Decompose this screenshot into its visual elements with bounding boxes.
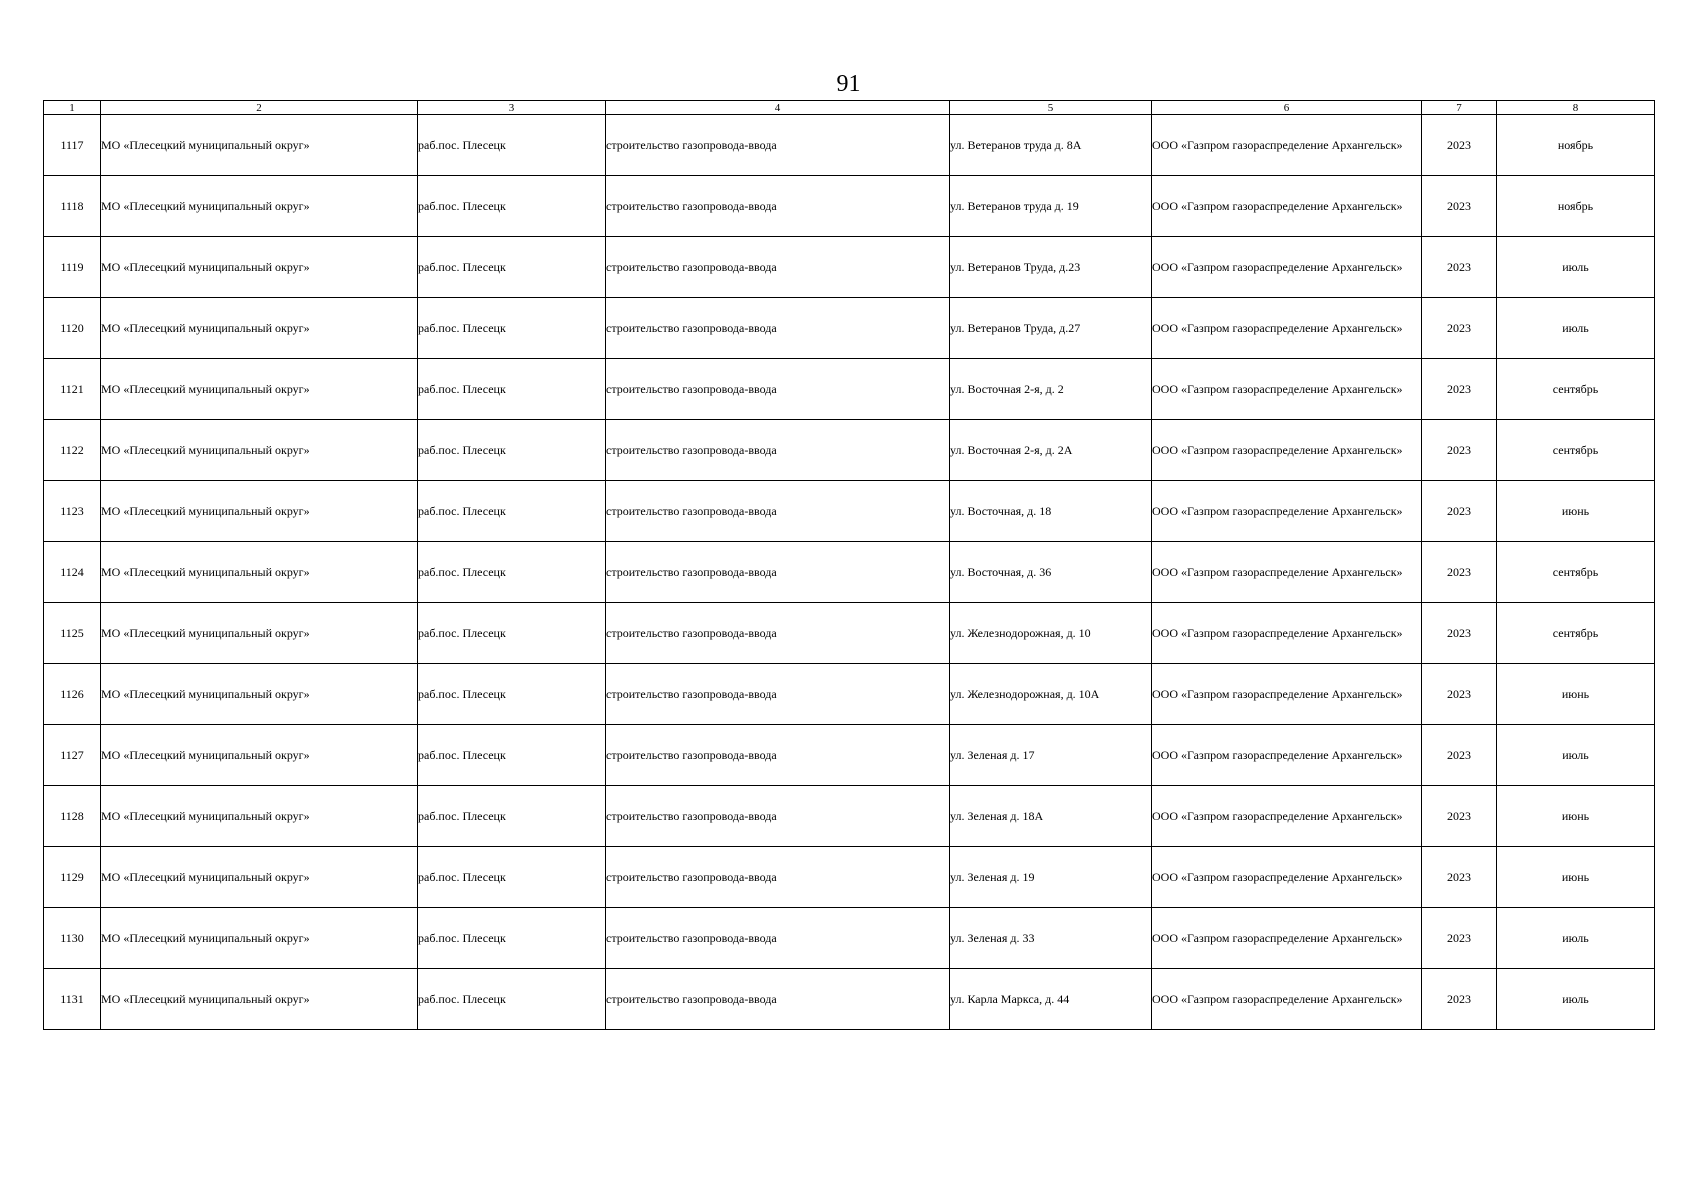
organization-cell: ООО «Газпром газораспределение Архангельск» (1152, 359, 1422, 420)
year-cell: 2023 (1422, 847, 1497, 908)
municipality-cell: МО «Плесецкий муниципальный округ» (101, 969, 418, 1030)
address-cell: ул. Зеленая д. 33 (950, 908, 1152, 969)
work-type-cell: строительство газопровода-ввода (606, 725, 950, 786)
municipality-cell: МО «Плесецкий муниципальный округ» (101, 115, 418, 176)
column-header: 2 (101, 101, 418, 115)
work-type-cell: строительство газопровода-ввода (606, 847, 950, 908)
year-cell: 2023 (1422, 725, 1497, 786)
settlement-cell: раб.пос. Плесецк (418, 969, 606, 1030)
municipality-cell: МО «Плесецкий муниципальный округ» (101, 237, 418, 298)
month-cell: сентябрь (1497, 359, 1655, 420)
settlement-cell: раб.пос. Плесецк (418, 298, 606, 359)
organization-cell: ООО «Газпром газораспределение Архангельск» (1152, 847, 1422, 908)
year-cell: 2023 (1422, 115, 1497, 176)
address-cell: ул. Восточная 2-я, д. 2 (950, 359, 1152, 420)
organization-cell: ООО «Газпром газораспределение Архангельск» (1152, 420, 1422, 481)
column-header: 5 (950, 101, 1152, 115)
work-type-cell: строительство газопровода-ввода (606, 298, 950, 359)
row-number-cell: 1131 (44, 969, 101, 1030)
month-cell: июль (1497, 969, 1655, 1030)
work-type-cell: строительство газопровода-ввода (606, 664, 950, 725)
year-cell: 2023 (1422, 176, 1497, 237)
year-cell: 2023 (1422, 298, 1497, 359)
address-cell: ул. Восточная 2-я, д. 2А (950, 420, 1152, 481)
organization-cell: ООО «Газпром газораспределение Архангельск» (1152, 298, 1422, 359)
row-number-cell: 1126 (44, 664, 101, 725)
row-number-cell: 1122 (44, 420, 101, 481)
year-cell: 2023 (1422, 542, 1497, 603)
column-header: 4 (606, 101, 950, 115)
organization-cell: ООО «Газпром газораспределение Архангельск» (1152, 115, 1422, 176)
municipality-cell: МО «Плесецкий муниципальный округ» (101, 298, 418, 359)
settlement-cell: раб.пос. Плесецк (418, 664, 606, 725)
address-cell: ул. Ветеранов Труда, д.27 (950, 298, 1152, 359)
column-header: 8 (1497, 101, 1655, 115)
organization-cell: ООО «Газпром газораспределение Архангельск» (1152, 969, 1422, 1030)
municipality-cell: МО «Плесецкий муниципальный округ» (101, 176, 418, 237)
column-header: 1 (44, 101, 101, 115)
address-cell: ул. Железнодорожная, д. 10 (950, 603, 1152, 664)
settlement-cell: раб.пос. Плесецк (418, 542, 606, 603)
row-number-cell: 1120 (44, 298, 101, 359)
settlement-cell: раб.пос. Плесецк (418, 176, 606, 237)
month-cell: ноябрь (1497, 115, 1655, 176)
municipality-cell: МО «Плесецкий муниципальный округ» (101, 725, 418, 786)
table-row (44, 176, 1655, 237)
year-cell: 2023 (1422, 420, 1497, 481)
work-type-cell: строительство газопровода-ввода (606, 237, 950, 298)
address-cell: ул. Зеленая д. 17 (950, 725, 1152, 786)
year-cell: 2023 (1422, 908, 1497, 969)
row-number-cell: 1124 (44, 542, 101, 603)
municipality-cell: МО «Плесецкий муниципальный округ» (101, 786, 418, 847)
address-cell: ул. Восточная, д. 18 (950, 481, 1152, 542)
row-number-cell: 1128 (44, 786, 101, 847)
work-type-cell: строительство газопровода-ввода (606, 786, 950, 847)
address-cell: ул. Железнодорожная, д. 10А (950, 664, 1152, 725)
column-header: 7 (1422, 101, 1497, 115)
municipality-cell: МО «Плесецкий муниципальный округ» (101, 359, 418, 420)
address-cell: ул. Ветеранов труда д. 19 (950, 176, 1152, 237)
table-row (44, 969, 1655, 1030)
row-number-cell: 1118 (44, 176, 101, 237)
row-number-cell: 1119 (44, 237, 101, 298)
row-number-cell: 1117 (44, 115, 101, 176)
organization-cell: ООО «Газпром газораспределение Архангельск» (1152, 908, 1422, 969)
month-cell: июнь (1497, 847, 1655, 908)
table-row (44, 237, 1655, 298)
settlement-cell: раб.пос. Плесецк (418, 603, 606, 664)
address-cell: ул. Ветеранов Труда, д.23 (950, 237, 1152, 298)
row-number-cell: 1125 (44, 603, 101, 664)
row-number-cell: 1123 (44, 481, 101, 542)
table-row (44, 542, 1655, 603)
municipality-cell: МО «Плесецкий муниципальный округ» (101, 603, 418, 664)
table-row (44, 664, 1655, 725)
month-cell: ноябрь (1497, 176, 1655, 237)
row-number-cell: 1127 (44, 725, 101, 786)
table-row (44, 481, 1655, 542)
organization-cell: ООО «Газпром газораспределение Архангельск» (1152, 664, 1422, 725)
address-cell: ул. Зеленая д. 19 (950, 847, 1152, 908)
address-cell: ул. Карла Маркса, д. 44 (950, 969, 1152, 1030)
municipality-cell: МО «Плесецкий муниципальный округ» (101, 664, 418, 725)
table-body (44, 115, 1655, 1030)
settlement-cell: раб.пос. Плесецк (418, 420, 606, 481)
settlement-cell: раб.пос. Плесецк (418, 359, 606, 420)
row-number-cell: 1121 (44, 359, 101, 420)
month-cell: июль (1497, 908, 1655, 969)
work-type-cell: строительство газопровода-ввода (606, 969, 950, 1030)
settlement-cell: раб.пос. Плесецк (418, 908, 606, 969)
month-cell: июнь (1497, 786, 1655, 847)
settlement-cell: раб.пос. Плесецк (418, 237, 606, 298)
organization-cell: ООО «Газпром газораспределение Архангельск» (1152, 237, 1422, 298)
table-row (44, 359, 1655, 420)
year-cell: 2023 (1422, 969, 1497, 1030)
municipality-cell: МО «Плесецкий муниципальный округ» (101, 908, 418, 969)
work-type-cell: строительство газопровода-ввода (606, 115, 950, 176)
year-cell: 2023 (1422, 664, 1497, 725)
table-row (44, 420, 1655, 481)
work-type-cell: строительство газопровода-ввода (606, 359, 950, 420)
month-cell: июнь (1497, 481, 1655, 542)
organization-cell: ООО «Газпром газораспределение Архангельск» (1152, 176, 1422, 237)
municipality-cell: МО «Плесецкий муниципальный округ» (101, 481, 418, 542)
settlement-cell: раб.пос. Плесецк (418, 115, 606, 176)
municipality-cell: МО «Плесецкий муниципальный округ» (101, 542, 418, 603)
table-row (44, 908, 1655, 969)
year-cell: 2023 (1422, 237, 1497, 298)
column-header: 3 (418, 101, 606, 115)
month-cell: июль (1497, 298, 1655, 359)
year-cell: 2023 (1422, 481, 1497, 542)
page-number: 91 (836, 71, 861, 97)
organization-cell: ООО «Газпром газораспределение Архангельск» (1152, 542, 1422, 603)
work-type-cell: строительство газопровода-ввода (606, 542, 950, 603)
month-cell: июнь (1497, 664, 1655, 725)
month-cell: сентябрь (1497, 420, 1655, 481)
work-type-cell: строительство газопровода-ввода (606, 481, 950, 542)
address-cell: ул. Зеленая д. 18А (950, 786, 1152, 847)
month-cell: июль (1497, 237, 1655, 298)
table-row (44, 786, 1655, 847)
row-number-cell: 1130 (44, 908, 101, 969)
work-type-cell: строительство газопровода-ввода (606, 603, 950, 664)
organization-cell: ООО «Газпром газораспределение Архангельск» (1152, 725, 1422, 786)
address-cell: ул. Ветеранов труда д. 8А (950, 115, 1152, 176)
address-cell: ул. Восточная, д. 36 (950, 542, 1152, 603)
column-header: 6 (1152, 101, 1422, 115)
table-row (44, 115, 1655, 176)
year-cell: 2023 (1422, 603, 1497, 664)
work-type-cell: строительство газопровода-ввода (606, 908, 950, 969)
organization-cell: ООО «Газпром газораспределение Архангельск» (1152, 603, 1422, 664)
settlement-cell: раб.пос. Плесецк (418, 725, 606, 786)
table-row (44, 725, 1655, 786)
municipality-cell: МО «Плесецкий муниципальный округ» (101, 420, 418, 481)
year-cell: 2023 (1422, 786, 1497, 847)
data-table (43, 100, 1655, 1030)
settlement-cell: раб.пос. Плесецк (418, 481, 606, 542)
year-cell: 2023 (1422, 359, 1497, 420)
work-type-cell: строительство газопровода-ввода (606, 176, 950, 237)
organization-cell: ООО «Газпром газораспределение Архангельск» (1152, 481, 1422, 542)
header-row (44, 101, 1655, 115)
settlement-cell: раб.пос. Плесецк (418, 847, 606, 908)
month-cell: сентябрь (1497, 603, 1655, 664)
month-cell: июль (1497, 725, 1655, 786)
row-number-cell: 1129 (44, 847, 101, 908)
settlement-cell: раб.пос. Плесецк (418, 786, 606, 847)
municipality-cell: МО «Плесецкий муниципальный округ» (101, 847, 418, 908)
month-cell: сентябрь (1497, 542, 1655, 603)
work-type-cell: строительство газопровода-ввода (606, 420, 950, 481)
organization-cell: ООО «Газпром газораспределение Архангельск» (1152, 786, 1422, 847)
table-row (44, 603, 1655, 664)
table-row (44, 847, 1655, 908)
table-row (44, 298, 1655, 359)
